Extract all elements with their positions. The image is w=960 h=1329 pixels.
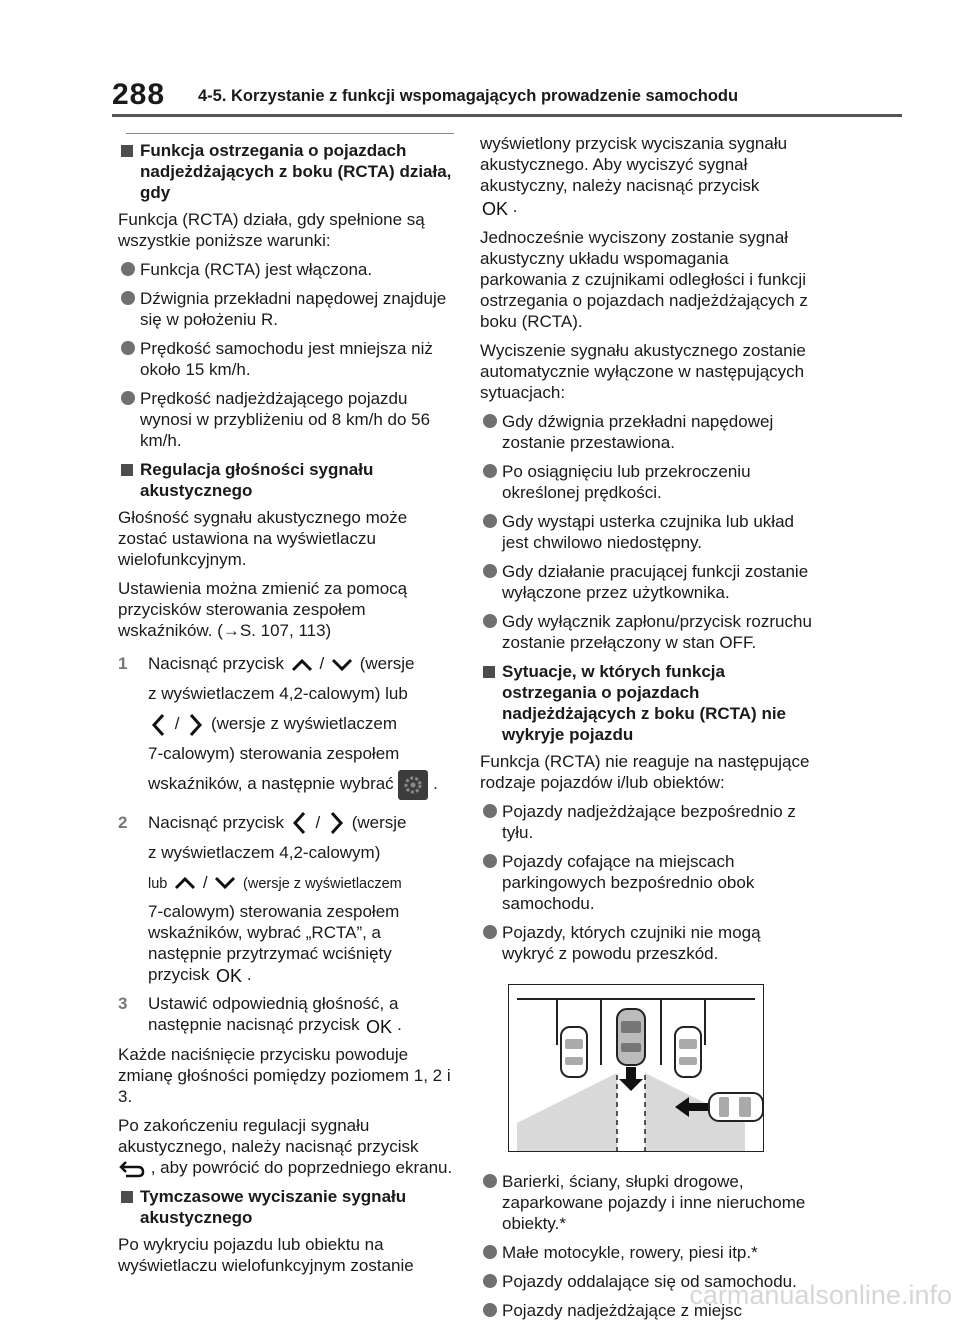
parked-car-left-icon xyxy=(561,1027,587,1077)
chevron-left-icon xyxy=(148,712,170,738)
step-number: 2 xyxy=(118,812,128,832)
section-heading-not-detected: Sytuacje, w których funkcja ostrzegania o pojazdach nadjeżdżających z boku (RCTA) nie wykryje pojazdu xyxy=(480,661,816,745)
right-column xyxy=(480,133,816,1329)
bullet-item: Gdy dźwignia przekładni napędowej zostanie przestawiona. xyxy=(480,411,816,453)
parked-car-right-icon xyxy=(675,1027,701,1077)
step-text: (wersje z wyświetlaczem xyxy=(210,714,398,733)
step-1 xyxy=(118,649,454,800)
step-text: lub xyxy=(148,875,168,892)
paragraph-text: , aby powrócić do poprzedniego ekranu. xyxy=(150,1157,453,1177)
back-arrow-icon xyxy=(118,1158,146,1178)
paragraph: Głośność sygnału akustycznego może zostać ustawiona na wyświetlaczu wielofunkcyjnym. xyxy=(118,508,408,569)
paragraph: Każde naciśnięcie przycisku powoduje zmianę głośności pomiędzy poziomem 1, 2 i 3. xyxy=(118,1044,451,1106)
watermark: carmanualsonline.info xyxy=(689,1280,952,1310)
chevron-right-icon xyxy=(325,810,347,836)
paragraph-text: . xyxy=(512,197,518,216)
step-text: . xyxy=(433,774,438,793)
paragraph: Ustawienia można zmienić za pomocą przycisków sterowania zespołem wskaźników. (→S. 107, 113) xyxy=(118,579,408,640)
bullet-item: Po osiągnięciu lub przekroczeniu określonej prędkości. xyxy=(480,461,816,503)
page-header xyxy=(112,78,902,118)
section-divider xyxy=(126,133,454,134)
step-text: z wyświetlaczem 4,2-calowym) lub xyxy=(148,684,408,703)
bullet-item: Pojazdy, których czujniki nie mogą wykryć z powodu przeszkód. xyxy=(480,922,816,964)
gear-settings-icon xyxy=(398,770,428,800)
bullet-item: Funkcja (RCTA) jest włączona. xyxy=(118,259,454,280)
step-text: Ustawić odpowiednią głośność, a następnie nacisnąć przycisk xyxy=(148,994,399,1035)
chevron-right-icon xyxy=(184,712,206,738)
step-2 xyxy=(118,808,454,986)
step-number: 3 xyxy=(118,994,128,1014)
step-number: 1 xyxy=(118,654,128,673)
paragraph: Funkcja (RCTA) nie reaguje na następujące rodzaje pojazdów i/lub obiektów: xyxy=(480,751,810,792)
approaching-car-icon xyxy=(709,1093,763,1121)
paragraph xyxy=(118,1115,454,1179)
chevron-up-icon xyxy=(289,656,315,674)
chevron-down-icon xyxy=(329,656,355,674)
step-text: . xyxy=(246,964,252,984)
step-3 xyxy=(118,993,454,1036)
bullet-item: Gdy wystąpi usterka czujnika lub układ jest chwilowo niedostępny. xyxy=(480,511,816,553)
bullet-item: Małe motocykle, rowery, piesi itp.* xyxy=(480,1242,816,1263)
section-heading-rcta-works: Funkcja ostrzegania o pojazdach nadjeżdżających z boku (RCTA) działa, gdy xyxy=(118,140,454,203)
bullet-item: Prędkość samochodu jest mniejsza niż około 15 km/h. xyxy=(118,338,454,380)
paragraph-text: wyświetlony przycisk wyciszania sygnału akustycznego. Aby wyciszyć sygnał akustyczny, należy nacisnąć przycisk xyxy=(480,134,788,195)
bullet-item: Dźwignia przekładni napędowej znajduje się w położeniu R. xyxy=(118,288,454,330)
svg-text:OK: OK xyxy=(482,198,508,219)
paragraph: Wyciszenie sygnału akustycznego zostanie automatycznie wyłączone w następujących sytuacjach: xyxy=(480,340,806,402)
ok-button-icon xyxy=(214,965,242,985)
chevron-down-icon xyxy=(212,874,238,892)
separator: / xyxy=(315,812,321,832)
ok-button-icon xyxy=(364,1016,392,1036)
bullet-item: Pojazdy cofające na miejscach parkingowych bezpośrednio obok samochodu. xyxy=(480,851,816,914)
bullet-item: Pojazdy oddalające się od samochodu. xyxy=(480,1271,816,1292)
chevron-left-icon xyxy=(289,810,311,836)
bullet-item: Pojazdy nadjeżdżające z miejsc xyxy=(480,1300,816,1321)
step-text: 7-calowym) sterowania zespołem wskaźników, wybrać „RCTA”, a następnie przytrzymać wciśnięty przycisk xyxy=(148,901,400,984)
paragraph-text: Po zakończeniu regulacji sygnału akustycznego, należy nacisnąć przycisk xyxy=(118,1115,419,1156)
step-text: z wyświetlaczem 4,2-calowym) xyxy=(148,842,381,862)
step-text: (wersje xyxy=(359,654,415,673)
paragraph xyxy=(480,133,816,219)
section-heading-volume: Regulacja głośności sygnału akustycznego xyxy=(118,459,454,501)
paragraph: Jednocześnie wyciszony zostanie sygnał akustyczny układu wspomagania parkowania z czujnikami odległości i funkcji ostrzegania o pojazdach nadjeżdżających z boku (RCTA). xyxy=(480,227,808,331)
step-text: Nacisnąć przycisk xyxy=(148,812,285,832)
bullet-item: Gdy działanie pracującej funkcji zostanie wyłączone przez użytkownika. xyxy=(480,561,816,603)
bullet-item: Barierki, ściany, słupki drogowe, zaparkowane pojazdy i inne nieruchome obiekty.* xyxy=(480,1171,816,1234)
parking-rcta-illustration xyxy=(508,984,764,1152)
separator: / xyxy=(202,872,208,892)
bullet-item: Prędkość nadjeżdżającego pojazdu wynosi w przybliżeniu od 8 km/h do 56 km/h. xyxy=(118,388,454,451)
page-number: 288 xyxy=(112,78,166,111)
step-text: . xyxy=(397,1015,402,1035)
step-text: Nacisnąć przycisk xyxy=(148,654,285,673)
step-text: 7-calowym) sterowania zespołem xyxy=(148,744,400,763)
separator: / xyxy=(319,654,325,673)
header-divider xyxy=(112,114,902,117)
bullet-item: Pojazdy nadjeżdżające bezpośrednio z tyłu. xyxy=(480,801,816,843)
left-column xyxy=(118,133,454,1284)
ok-button-icon xyxy=(480,197,508,219)
step-text: wskaźników, a następnie wybrać xyxy=(148,774,394,793)
bullet-item: Gdy wyłącznik zapłonu/przycisk rozruchu zostanie przełączony w stan OFF. xyxy=(480,611,816,653)
svg-text:OK: OK xyxy=(216,966,243,986)
own-car-icon xyxy=(617,1009,645,1065)
section-heading-mute: Tymczasowe wyciszanie sygnału akustycznego xyxy=(118,1186,454,1228)
step-text: (wersje xyxy=(351,812,407,832)
chevron-up-icon xyxy=(172,874,198,892)
step-text: (wersje z wyświetlaczem xyxy=(243,875,402,892)
separator: / xyxy=(174,714,180,733)
chapter-title: 4-5. Korzystanie z funkcji wspomagających prowadzenie samochodu xyxy=(198,87,739,105)
paragraph: Funkcja (RCTA) działa, gdy spełnione są wszystkie poniższe warunki: xyxy=(118,210,425,250)
svg-text:OK: OK xyxy=(366,1016,393,1036)
paragraph: Po wykryciu pojazdu lub obiektu na wyświetlaczu wielofunkcyjnym zostanie xyxy=(118,1235,414,1276)
